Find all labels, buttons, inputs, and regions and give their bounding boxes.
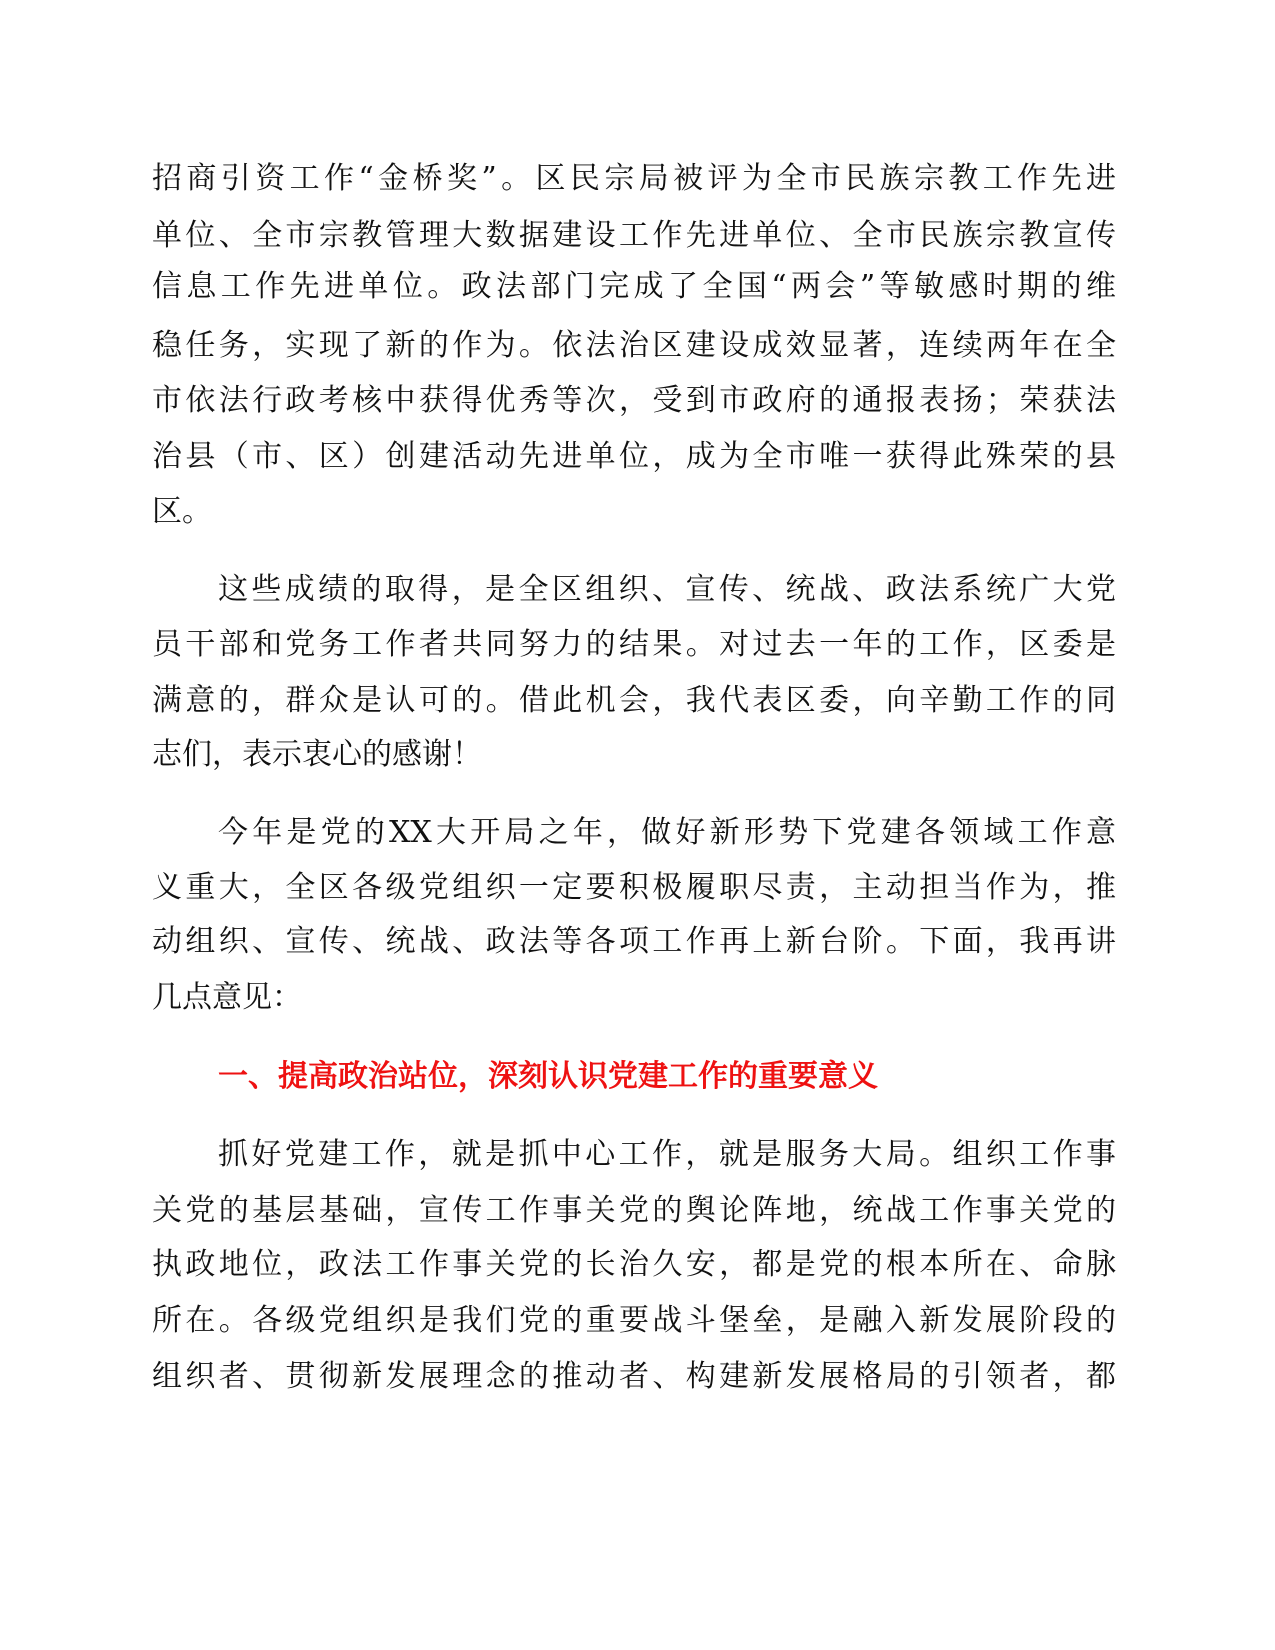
paragraph-line: 今年是党的XX大开局之年，做好新形势下党建各领域工作意 bbox=[218, 815, 1116, 850]
paragraph-line: 所在。各级党组织是我们党的重要战斗堡垒，是融入新发展阶段的 bbox=[152, 1303, 1116, 1338]
paragraph-line: 几点意见： bbox=[152, 980, 302, 1015]
paragraph-line: 信息工作先进单位。政法部门完成了全国“两会”等敏感时期的维 bbox=[152, 269, 1116, 304]
paragraph-line: 单位、全市宗教管理大数据建设工作先进单位、全市民族宗教宣传 bbox=[152, 218, 1116, 253]
section-heading: 一、提高政治站位，深刻认识党建工作的重要意义 bbox=[218, 1059, 878, 1094]
paragraph-line: 治县（市、区）创建活动先进单位，成为全市唯一获得此殊荣的县 bbox=[152, 439, 1116, 474]
paragraph-line: 组织者、贯彻新发展理念的推动者、构建新发展格局的引领者，都 bbox=[152, 1359, 1116, 1394]
paragraph-line: 执政地位，政法工作事关党的长治久安，都是党的根本所在、命脉 bbox=[152, 1247, 1116, 1282]
paragraph-line: 满意的，群众是认可的。借此机会，我代表区委，向辛勤工作的同 bbox=[152, 683, 1116, 718]
paragraph-line: 关党的基层基础，宣传工作事关党的舆论阵地，统战工作事关党的 bbox=[152, 1193, 1116, 1228]
paragraph-line: 志们，表示衷心的感谢！ bbox=[152, 737, 482, 772]
paragraph-line: 动组织、宣传、统战、政法等各项工作再上新台阶。下面，我再讲 bbox=[152, 924, 1116, 959]
paragraph-line: 区。 bbox=[152, 494, 212, 529]
paragraph-line: 抓好党建工作，就是抓中心工作，就是服务大局。组织工作事 bbox=[218, 1137, 1116, 1172]
paragraph-line: 这些成绩的取得，是全区组织、宣传、统战、政法系统广大党 bbox=[218, 572, 1116, 607]
paragraph-line: 稳任务，实现了新的作为。依法治区建设成效显著，连续两年在全 bbox=[152, 328, 1116, 363]
paragraph-line: 市依法行政考核中获得优秀等次，受到市政府的通报表扬；荣获法 bbox=[152, 383, 1116, 418]
paragraph-line: 义重大，全区各级党组织一定要积极履职尽责，主动担当作为，推 bbox=[152, 870, 1116, 905]
paragraph-line: 招商引资工作“金桥奖”。区民宗局被评为全市民族宗教工作先进 bbox=[152, 161, 1116, 196]
paragraph-line: 员干部和党务工作者共同努力的结果。对过去一年的工作，区委是 bbox=[152, 627, 1116, 662]
